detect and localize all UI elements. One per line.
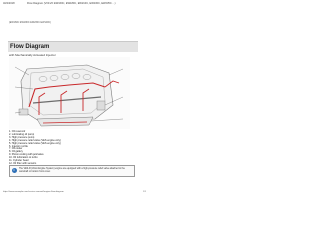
component-legend: [9, 131, 129, 166]
section-subtitle: with Mechanically Actuated Injector: [9, 53, 56, 57]
legend-item: 2. Lubricating oil pump: [9, 132, 35, 136]
browser-print-header: [0, 0, 149, 9]
legend-item: 4. High pressure relief valve (VES engine only): [9, 138, 61, 142]
legend-item: 12. Oil filter with sensors: [9, 161, 37, 165]
page-title: Flow Diagram (VOLVO EW160C, EW180C, EW210C, EW230C, EW235C ...): [27, 2, 116, 5]
legend-item: 7. Oil cooler: [9, 147, 23, 151]
section-heading: [8, 41, 138, 52]
page-url[interactable]: https://www.example.com/service-manual/engine-flow-diagram: [3, 191, 64, 193]
oil-filter-shape: [97, 101, 105, 110]
section-heading-label: Flow Diagram: [10, 43, 50, 50]
print-date: 3/22/2018: [3, 2, 15, 5]
legend-item: 3. High pressure pump: [9, 135, 35, 139]
legend-item: 1. Oil reservoir: [9, 130, 26, 133]
legend-item: 8. Oil gallery: [9, 150, 23, 154]
legend-item: 5. High pressure relief valve (VES engine only): [9, 141, 61, 145]
page-number: 1/1: [142, 191, 146, 193]
lubrication-flow-diagram: [9, 57, 130, 129]
info-icon: i: [13, 168, 15, 172]
legend-item: 11. Cylinder head: [9, 159, 29, 163]
document-reference: (EW160C EW180C EW230C EW140C): [9, 21, 51, 24]
info-note-text: The VES-R (Volvo Engine System) engine are equipped with a high-pressure relief valve attached to the camshaft or bottom front cover.: [19, 167, 125, 173]
engine-block-outline: [21, 65, 113, 121]
legend-item: 10. Oil lubrication to turbo: [9, 156, 38, 160]
legend-item: 9. Piston cooling with jets/valve: [9, 153, 44, 157]
browser-print-footer: [3, 191, 146, 193]
legend-item: 6. Injector nozzle: [9, 144, 28, 148]
